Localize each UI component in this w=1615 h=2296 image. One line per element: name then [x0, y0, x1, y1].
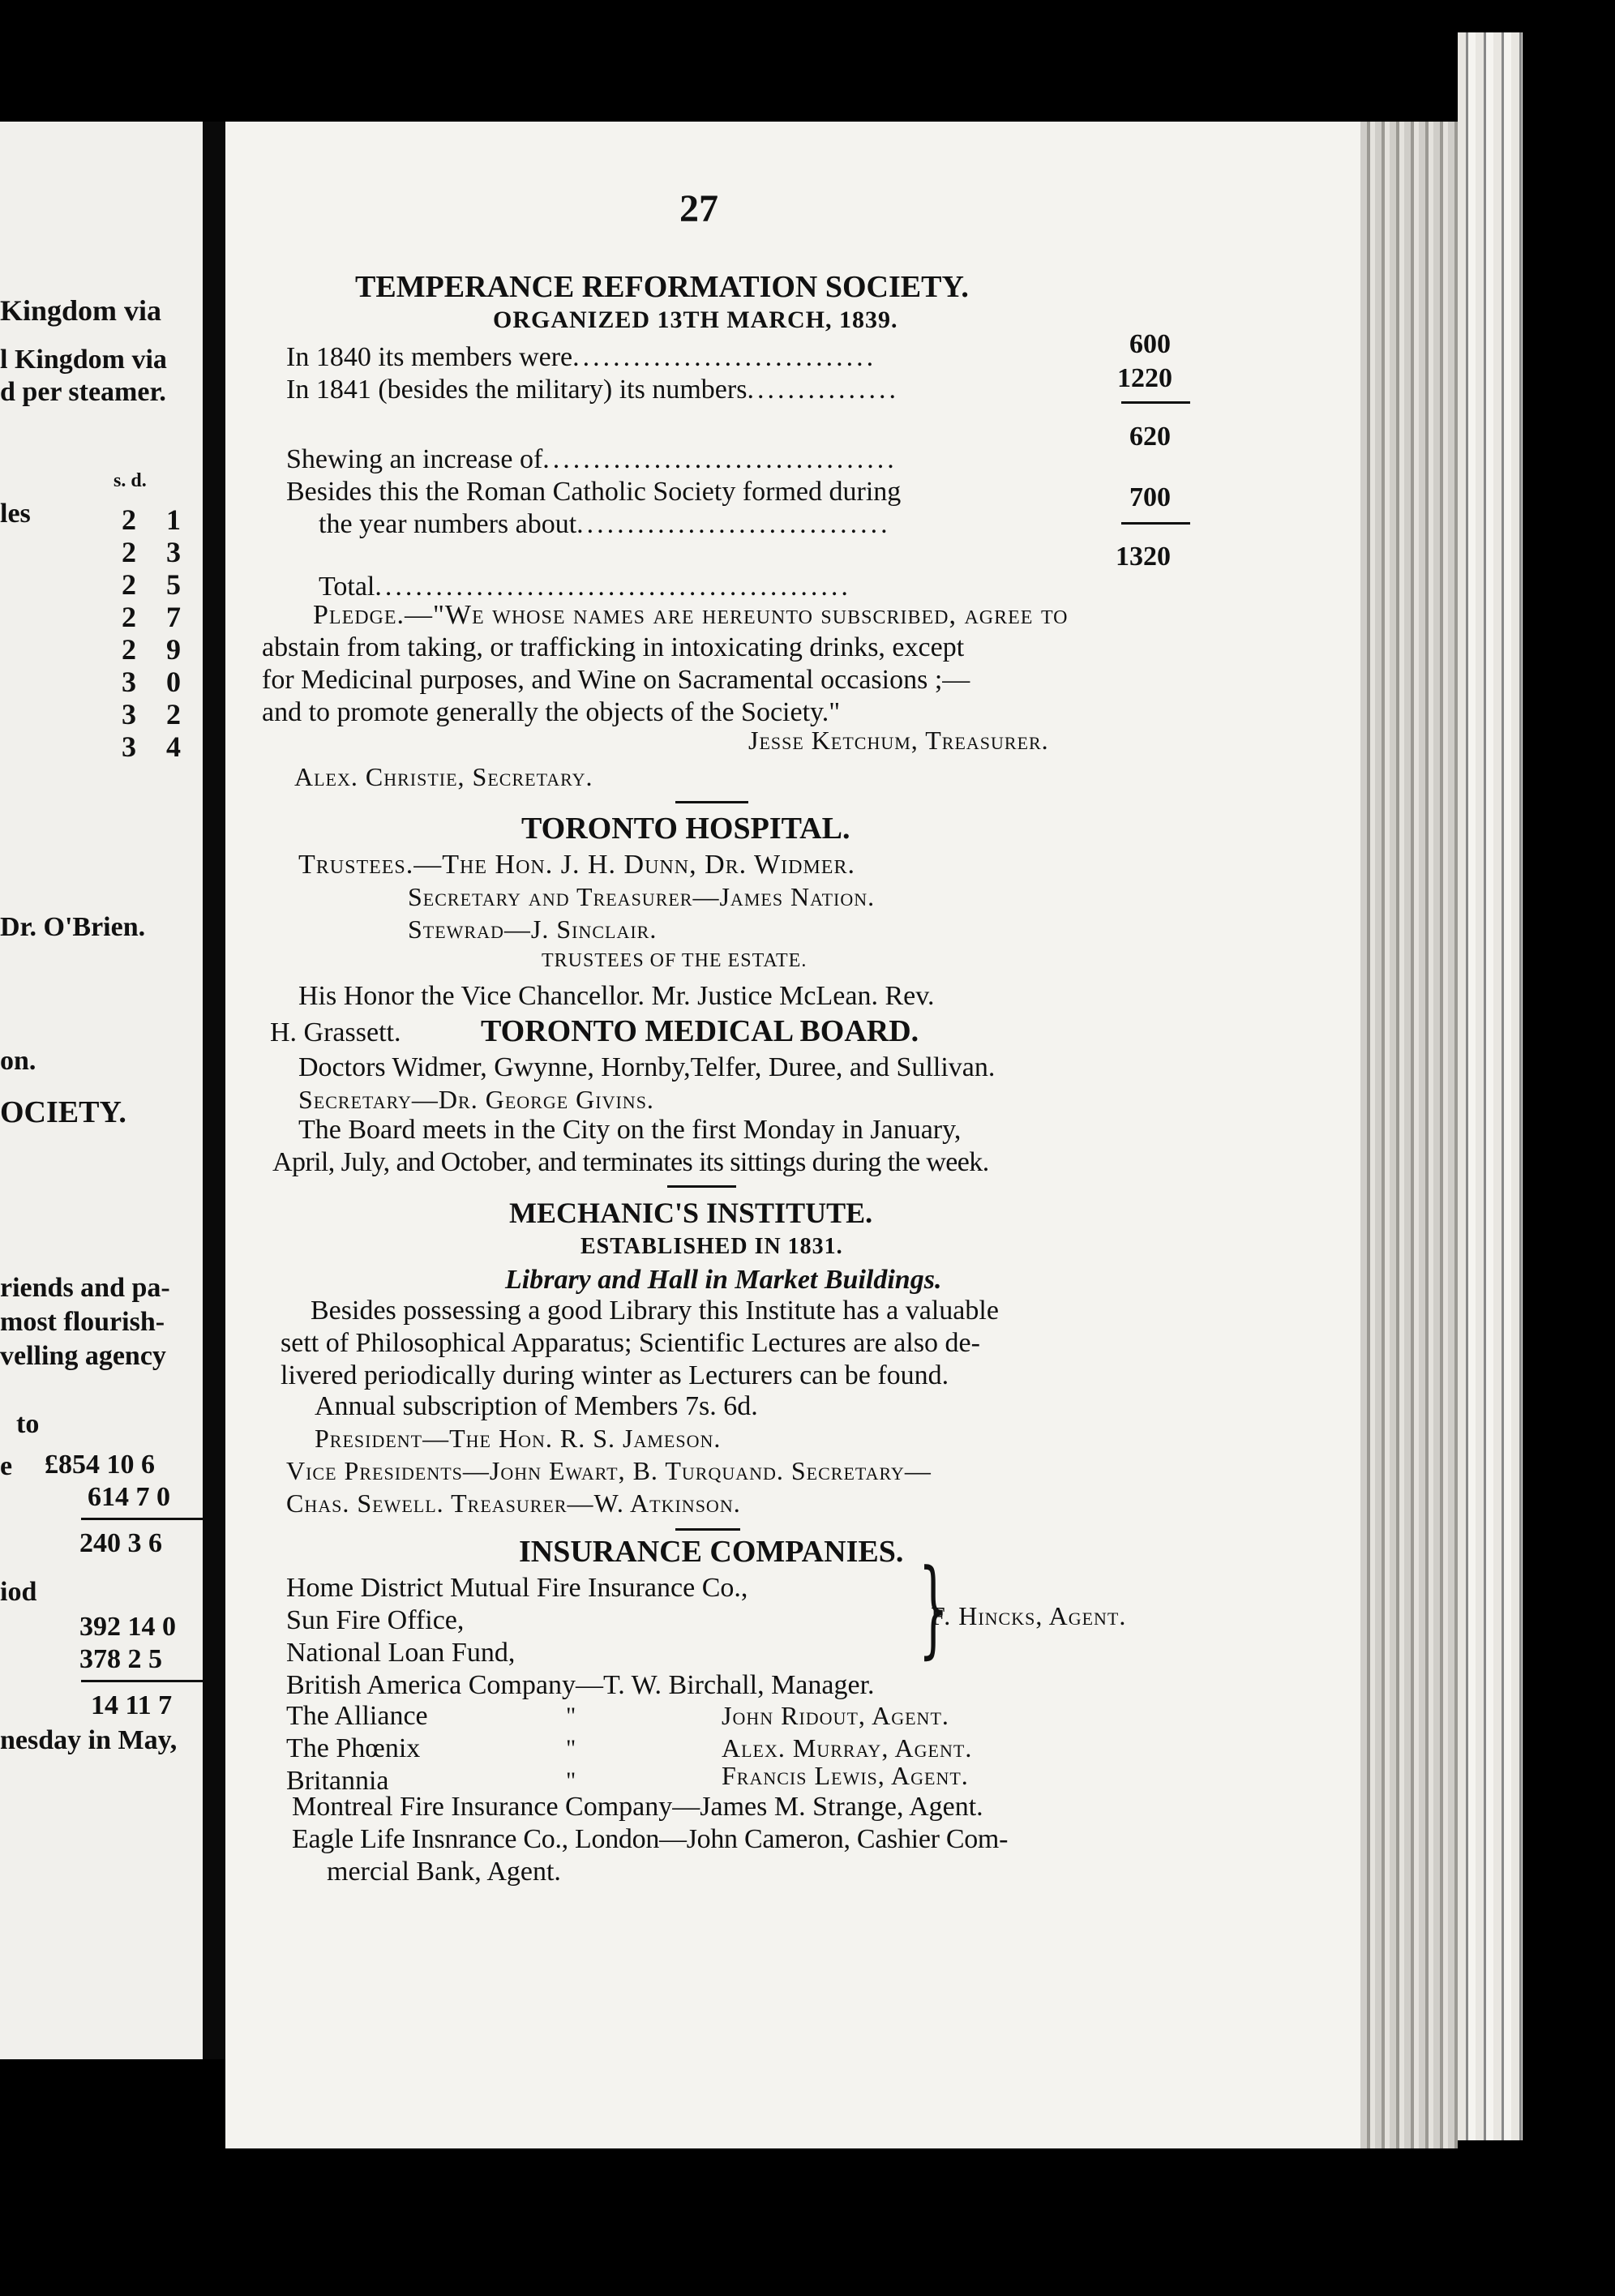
- total-line: Total...............................................: [319, 572, 851, 602]
- insurance-company: The Phœnix: [286, 1733, 421, 1763]
- sd-row: 1: [166, 503, 181, 536]
- insurance-company: Home District Mutual Fire Insurance Co.,: [286, 1573, 748, 1603]
- insurance-company: The Alliance: [286, 1701, 428, 1731]
- left-line: velling agency: [0, 1341, 166, 1371]
- increase-line: Shewing an increase of...................................: [286, 444, 897, 474]
- medical-meets: The Board meets in the City on the first Monday in January,: [298, 1115, 962, 1145]
- members-1840: In 1840 its members were..............................: [286, 342, 877, 372]
- value-1841: 1220: [1117, 363, 1172, 393]
- section-title: INSURANCE COMPANIES.: [519, 1535, 904, 1569]
- hospital-sec-treas: Secretary and Treasurer—James Nation.: [408, 882, 876, 911]
- treasurer: Jesse Ketchum, Treasurer.: [748, 726, 1049, 755]
- insurance-company: National Loan Fund,: [286, 1638, 516, 1668]
- mechanics-para: livered periodically during winter as Lecturers can be found.: [281, 1360, 949, 1390]
- ditto-mark: ": [566, 1767, 576, 1794]
- insurance-company: British America Company—T. W. Birchall, Manager.: [286, 1670, 875, 1700]
- mechanics-para: Besides possessing a good Library this Institute has a valuable: [311, 1296, 999, 1326]
- sd-row: 2: [122, 568, 136, 601]
- money-line: 14 11 7: [91, 1690, 173, 1720]
- pledge-line: and to promote generally the objects of the Society.": [262, 697, 841, 727]
- page-number: 27: [679, 187, 718, 230]
- ditto-mark: ": [566, 1735, 576, 1762]
- medical-meets: April, July, and October, and terminates its sittings during the week.: [272, 1147, 989, 1177]
- library-location: Library and Hall in Market Buildings.: [505, 1265, 942, 1295]
- money-line: 392 14 0: [79, 1612, 176, 1642]
- left-line: to: [16, 1409, 40, 1439]
- sd-row: 4: [166, 730, 181, 763]
- money-line: 614 7 0: [88, 1482, 170, 1512]
- hospital-steward: Stewrad—J. Sinclair.: [408, 915, 658, 944]
- insurance-agent: Francis Lewis, Agent.: [722, 1761, 969, 1790]
- insurance-company: Montreal Fire Insurance Company—James M. Strange, Agent.: [292, 1792, 983, 1822]
- left-page: [0, 122, 203, 2059]
- value-rc: 700: [1129, 482, 1171, 512]
- insurance-agent: F. Hincks, Agent.: [931, 1601, 1127, 1630]
- section-title: MECHANIC'S INSTITUTE.: [509, 1197, 873, 1229]
- sd-row: 0: [166, 666, 181, 698]
- sd-row: 2: [122, 536, 136, 568]
- mechanics-para: sett of Philosophical Apparatus; Scientific Lectures are also de-: [281, 1328, 980, 1358]
- sd-row: 2: [122, 633, 136, 666]
- brace-icon: }: [918, 1546, 949, 1669]
- hospital-trustees: Trustees.—The Hon. J. H. Dunn, Dr. Widmer.: [298, 850, 855, 880]
- left-line: riends and pa-: [0, 1273, 170, 1303]
- sd-row: 3: [122, 698, 136, 730]
- section-title: TORONTO HOSPITAL.: [521, 812, 850, 846]
- mechanics-para: Annual subscription of Members 7s. 6d.: [315, 1391, 758, 1421]
- sd-row: 2: [166, 698, 181, 730]
- left-line: les: [0, 499, 31, 529]
- pledge-line: for Medicinal purposes, and Wine on Sacramental occasions ;—: [262, 665, 970, 695]
- insurance-agent: Alex. Murray, Agent.: [722, 1733, 973, 1763]
- left-line: e: [0, 1451, 13, 1481]
- left-line: Kingdom via: [0, 294, 162, 327]
- estate-line: H. Grassett.: [270, 1017, 401, 1047]
- sd-row: 2: [122, 601, 136, 633]
- sd-row: 3: [122, 666, 136, 698]
- medical-doctors: Doctors Widmer, Gwynne, Hornby,Telfer, Duree, and Sullivan.: [298, 1052, 996, 1082]
- page-edges-outer: [1458, 32, 1523, 2140]
- money-line: 378 2 5: [79, 1644, 162, 1674]
- value-total: 1320: [1116, 542, 1171, 572]
- estate-line: His Honor the Vice Chancellor. Mr. Justice McLean. Rev.: [298, 981, 935, 1011]
- left-line: most flourish-: [0, 1307, 165, 1337]
- sd-row: 7: [166, 601, 181, 633]
- sd-row: 5: [166, 568, 181, 601]
- sd-row: 2: [122, 503, 136, 536]
- secretary: Alex. Christie, Secretary.: [294, 762, 593, 791]
- money-line: £854 10 6: [45, 1450, 155, 1480]
- pledge-line: abstain from taking, or trafficking in intoxicating drinks, except: [262, 632, 965, 662]
- insurance-company: Britannia: [286, 1766, 389, 1796]
- section-title: TORONTO MEDICAL BOARD.: [481, 1014, 919, 1048]
- estate-heading: TRUSTEES OF THE ESTATE.: [542, 950, 808, 971]
- sd-row: 3: [122, 730, 136, 763]
- roman-catholic-line: Besides this the Roman Catholic Society formed during: [286, 477, 902, 507]
- sd-row: 9: [166, 633, 181, 666]
- money-line: 240 3 6: [79, 1528, 162, 1558]
- value-increase: 620: [1129, 422, 1171, 452]
- mechanics-president: President—The Hon. R. S. Jameson.: [315, 1424, 722, 1453]
- section-title: TEMPERANCE REFORMATION SOCIETY.: [355, 270, 969, 304]
- left-line: on.: [0, 1046, 36, 1076]
- members-1841: In 1841 (besides the military) its numbers...............: [286, 375, 899, 405]
- pledge-line: Pledge.—"We whose names are hereunto subscribed, agree to: [313, 600, 1069, 630]
- left-line: d per steamer.: [0, 377, 166, 407]
- mechanics-officers: Chas. Sewell. Treasurer—W. Atkinson.: [286, 1489, 741, 1518]
- page-edges: [1360, 122, 1458, 2148]
- established: ESTABLISHED IN 1831.: [580, 1234, 843, 1259]
- right-page: [225, 122, 1360, 2148]
- insurance-company: Sun Fire Office,: [286, 1605, 465, 1635]
- left-line: Dr. O'Brien.: [0, 912, 146, 942]
- mechanics-vp: Vice Presidents—John Ewart, B. Turquand. Secretary—: [286, 1456, 932, 1485]
- ditto-mark: ": [566, 1703, 576, 1729]
- medical-secretary: Secretary—Dr. George Givins.: [298, 1085, 654, 1114]
- left-line: l Kingdom via: [0, 345, 167, 375]
- insurance-company: Eagle Life Insnrance Co., London—John Cameron, Cashier Com-: [292, 1824, 1009, 1854]
- sd-row: 3: [166, 536, 181, 568]
- organized-date: ORGANIZED 13TH MARCH, 1839.: [493, 306, 898, 333]
- insurance-agent: John Ridout, Agent.: [722, 1701, 949, 1730]
- left-line: iod: [0, 1577, 37, 1607]
- book-gutter: [203, 122, 225, 2059]
- value-1840: 600: [1129, 329, 1171, 359]
- left-line: nesday in May,: [0, 1725, 178, 1755]
- left-sd-header: s. d.: [114, 470, 147, 491]
- year-numbers-line: the year numbers about...............................: [319, 509, 891, 539]
- insurance-company: mercial Bank, Agent.: [327, 1857, 561, 1887]
- left-line: OCIETY.: [0, 1095, 126, 1129]
